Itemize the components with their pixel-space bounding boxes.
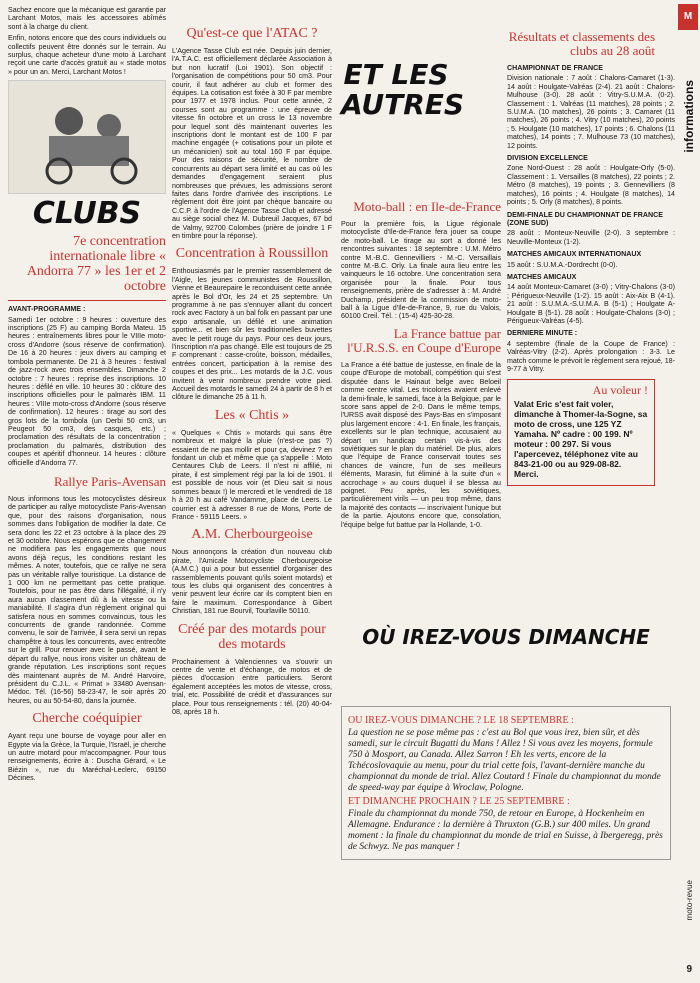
france-text: La France a été battue de justesse, en finale de la coupe d'Europe de motoball, compétition qui s'est disputée dans le Hainaut belge avec Beloeil comme centre vital. Les tricolores avaient enlevé la demi-finale, le samedi, face à la Belgique, par le score sans appel de 2-0. Dans le même temps, l'URSS avait disposé des Pays-Bas en s'imposant plus largement encore : 4-1. En finale, les français, excellents sur le plan technique, accusaient au départ un handicap certain vis-à-vis des soviétiques sur le plan du matériel. De plus, alors que l'équipe de France conservait toutes ses chances de vaincre, l'un de ses meilleurs éléments, Marasin, fut éliminé à la suite d'un « accrochage » au cours duquel il se blessa au poignet. Peu après, les soviétiques, particulièrement virils — un peu trop même, dans la majorité des contacts — inscrivaient l'unique but de la partie. Ajoutons encore que, consolation, l'équipe belge fut battue par la Hollande, 1-0.	[341, 360, 501, 529]
resultats-title: Résultats et classements des clubs au 28 août	[508, 29, 655, 58]
cherbourg-text: Nous annonçons la création d'un nouveau club pirate, l'Amicale Motocycliste Cherbourgeoise (A.M.C.) qui a pour but essentiel d'organiser des rassemblements pouvant qu'ils soient motards) et tous les clubs qui organisent des concentres à venir peuvent leur écrire car ils comptent bien en faire le maximum. Correspondance à Gibert Christian, 181 rue Bourvil, Tourlaville 50110.	[172, 548, 332, 616]
amicaux-text: 14 août Monteux-Camaret (3-0) ; Vitry-Chalons (3-0) ; Périgueux-Neuville (1-2). 15 août : Aix-Aix B (4-1). 21 août : S.U.M.A.-S.U.M.A. B (5-1) ; Houlgate A-Houlgate B (5-1). 28 août : Houlgate-Chalons (3-0) ; Périgueux-Valréas (4-5).	[507, 283, 675, 325]
rallye-title: Rallye Paris-Avensan	[53, 473, 166, 489]
championnat-text: Division nationale : 7 août : Chalons-Camaret (1-3). 14 août : Houlgate-Valréas (2-4). 21 août : Chalons-Mulhouse (3-0). 28 août : Vitry-S.U.M.A. (0-2). Classement : 1. Valréas (11 matches), 28 points ; 2. S.U.M.A. (10 matches), 26 points ; 3. Camaret (11 matches), 26 points ; 4. Vitry (10 matches), 20 points ; 5. Houlgate (10 matches), 17 points ; 6. Chalons (11 matches), 14 points ; 7. Mulhouse 73 (10 matches), 12 points.	[507, 74, 675, 150]
cherche-title: Cherche coéquipier	[32, 711, 142, 727]
division-text: Zone Nord-Ouest : 28 août : Houlgate-Orly (5-0). Classement : 1. Versailles (8 matches), 22 points ; 2. Métro (8 matches), 19 points ; 3. Gennevilliers (8 matches), 16 points ; 4. Houlgate (8 matches), 14 points ; 5. Orly (8 matches), 8 points.	[507, 164, 675, 207]
motoball-text: Pour la première fois, la Ligue régionale motocycliste d'Ile-de-France fera jouer sa coupe de moto-ball. Le tirage au sort a donné les rencontres suivantes : 18 septembre : U.M. Métro contre M.-B.C. Gennevilliers - M.-C. Versaillais contre M.-B.C. Orly. La finale aura lieu entre les vainqueurs le 16 octobre. Une concentration sera organisée pour la finale. Pour tous renseignements, prière de s'adresser à : M. André Duchamp, président de la commission de moto-ball à la Ligue d'Ile-de-France, 9, rue du Valois, 60100 Creil. Tél. : (15-4) 425-30-28.	[341, 220, 501, 321]
cherche-text: Ayant reçu une bourse de voyage pour aller en Egypte via la Grèce, la Turquie, l'Israël, je cherche un autre motard pour m'accompagner. Pour tous renseignements, écrire à : Duscha Gérard, « Le Biézin », rue du Maréchal-Leclerc, 69150 Décines.	[8, 732, 166, 783]
championnat-heading: CHAMPIONNAT DE FRANCE	[507, 64, 604, 72]
cree-title: Créé par des motards pour des motards	[178, 621, 326, 652]
dimanche-text-1: La question ne se pose même pas : c'est au Bol que vous irez, bien sûr, et dès samedi, sur le circuit Bugatti du Mans ! Allez ! Si vous avez les moyens, formule 750 à Mosport, au Canada. Allez Sarron ! Eh les verts, encore de la Tchécoslovaquie au menu, pour du trial cette fois, l'avant-dernière manche du championnat du monde de trial. Allez Coutard ! Finale du championnat du monde de speed-way par équipe à Wroclaw, Pologne.	[348, 728, 661, 793]
riders-drawing-icon	[9, 81, 167, 193]
voleur-box	[507, 379, 655, 485]
column-4	[507, 0, 675, 486]
atac-text: L'Agence Tasse Club est née. Depuis juin dernier, l'A.T.A.C. est officiellement déclarée Association à but non lucratif (Loi 1901). Son objectif : l'organisation de compétitions pour 50 cm3. Pour courir, il faut adhérer au club et former des équipes. La cotisation est fixée à 30 F par membre pour 1977 et 1978 inclus. Pour cette année, 2 courses sont au programme : une épreuve de vitesse fin octobre et un cross le 13 novembre pour lequel sont dès maintenant ouvertes les inscriptions dont le montant est de 100 F par machine engagée (+ cotisations pour un pilote et un mécanicien) soit au total 160 F par équipe. Pour des raisons de sécurité, le nombre de concurrents au départ sera limité et au cas où les demandes d'engagement seraient plus nombreuses que prévues, les admissions seront faites dans l'ordre d'arrivée des inscriptions. Le règlement doit être joint par chèque bancaire ou C.C.P. à l'ordre de l'Agence Tasse Club et adressé au siège social chez M. Dubreuil Jacques, 67 bd de Valmy, 92700 Colombes (prière de joindre 1 F en timbre pour la réponse).	[172, 47, 332, 240]
page-number: 9	[686, 964, 692, 975]
roussillon-title: Concentration à Roussillon	[175, 246, 329, 262]
motoball-title: Moto-ball : en Ile-de-France	[353, 199, 501, 214]
division-heading: DIVISION EXCELLENCE	[507, 154, 588, 163]
derniere-text: 4 septembre (finale de la Coupe de France) : Valréas-Vitry (2-2). Après prolongation : 3-3. Le match comme le prévoit le règlement sera rejoué, 18-9-77 à Vitry.	[507, 339, 675, 373]
cree-text: Prochainement à Valenciennes va s'ouvrir un centre de vente et d'échange, de motos et de pièces d'occasion entre particuliers. Seront également acceptées les motos de vitesse, cross, trial, etc. Possibilité de crédit et d'assurances sur place. Pour tous renseignements : tél. (20) 40-04-08, après 18 h.	[172, 657, 332, 716]
derniere-heading: DERNIERE MINUTE :	[507, 329, 578, 338]
demi-text: 28 août : Monteux-Neuville (2-0). 3 septembre : Neuville-Monteux (1-2).	[507, 229, 675, 246]
demi-heading: DEMI-FINALE DU CHAMPIONNAT DE FRANCE (ZONE SUD)	[507, 210, 663, 227]
programme-heading: AVANT-PROGRAMME :	[8, 305, 86, 314]
atac-title: Qu'est-ce que l'ATAC ?	[186, 26, 318, 41]
magazine-logo: M	[678, 4, 698, 30]
clubs-illustration	[8, 80, 166, 194]
column-1	[8, 0, 166, 786]
autres-banner: ET LES AUTRES	[341, 58, 465, 121]
dimanche-heading-1: OU IREZ-VOUS DIMANCHE ? LE 18 SEPTEMBRE :	[348, 715, 574, 726]
programme-text: Samedi 1er octobre : 9 heures : ouverture des inscriptions (25 F) au camping Borda Mateu. 15 heures : entraînements libres pour le VIIIe moto-cross d'Andorre (sous réserve de confirmation). De 16 à 20 heures : jeux divers au camping et tombola permanente. De 21 à 3 heures : festival de jazz-rock avec trois ensembles. Dimanche 2 octobre : 7 heures : reprise des inscriptions. 10 heures : défilé en ville. 10 heures 30 : clôture des inscriptions officielles pour le palmarès IBM. 11 heures : VIIIe moto-cross d'Andorre (sous réserve de confirmation). 12 heures : tirage au sort des gros lots de la tombola (un Derbi 50 cm3, un Peugeot 50 cm3, des casques, etc.) ; proclamation des résultats de la concentration ; proclamation du palmarès, distribution des coupes et apéritif d'honneur. 14 heures : clôture officielle d'Andorra 77.	[8, 315, 166, 467]
column-2	[172, 0, 332, 719]
internationaux-text: 15 août : S.U.M.A.-Dordrecht (0-0).	[507, 260, 618, 269]
magazine-name: moto-revue	[685, 880, 694, 921]
rallye-text: Nous informons tous les motocyclistes désireux de participer au rallye motocycliste Paris-Avensan que, pour des raisons d'organisation, nous sommes dans l'obligation de modifier la date. Ce sera donc les 22 et 23 octobre à la place des 29 et 30 octobre. Nous espérons que ce changement ne modifiera pas les engagements que nous avons déjà reçus, les conditions restant les mêmes. A noter, toutefois, que ce rallye ne sera pas un véritable rallye touristique. La distance de 1 000 km ne permettant pas cette pratique. Toutefois, pour ne pas être dans l'illégalité, il n'y aura aucun classement dû à la vitesse ou la maniabilité. Il s'agira d'un règlement original qui satisfera nous en sommes convaincus, tous les concurrents de grande randonnée. Comme convenu, le soir de l'arrivée, il sera servi un repas champêtre à tous les concurrents, avec entrecôte sur le grill. Pour renouer avec le passé, avant le départ du rallye, nous irons visiter un château de grande réputation. Les inscriptions sont reçues dès maintenant auprès de M. André Harvoire, président du C.J.L. « Primat » 33480 Avensan-Médoc. Tél. (16-56) 58-23-47, le soir après 20 heures, ou au 50-54-80, dans la journée.	[8, 494, 166, 705]
internationaux-heading: MATCHES AMICAUX INTERNATIONAUX	[507, 250, 642, 259]
larchant-text-2: Enfin, notons encore que des cours individuels ou collectifs peuvent être donnés sur le terrain. Au surplus, chaque acheteur d'une moto à Larchant reçoit une carte d'accès gratuit au « stade motos » pour un an. Merci, Larchant Motos !	[8, 34, 166, 76]
france-title: La France battue par l'U.R.S.S. en Coupe d'Europe	[347, 325, 501, 355]
cherbourg-title: A.M. Cherbourgeoise	[191, 527, 313, 543]
amicaux-heading: MATCHES AMICAUX	[507, 272, 577, 281]
dimanche-banner: OÙ IREZ-VOUS DIMANCHE	[362, 625, 650, 649]
chtis-text: « Quelques « Chtis » motards qui sans être nombreux et malgré la pluie (n'est-ce pas ?) essaient de ne pas mollir et pour ça, devinez ? en fondant un club et même que ça s'appelle : Moto Centaures Club de Leers. Il n'est ni affilié, ni pirate, il est simplement régi par la loi de 1901. Il est possible de nous voir (et Dieu sait si nous sommes beaux !) le mercredi et le vendredi de 18 h à 20 h au café Vandamme, place de Leers. Le courrier est à adresser 8 rue de Mons, Porte de France - 59115 Leers. »	[172, 428, 332, 521]
dimanche-box	[341, 706, 671, 860]
clubs-banner: CLUBS	[32, 196, 142, 232]
section-label: informations	[682, 80, 696, 153]
column-3	[341, 0, 501, 532]
larchant-text: Sachez encore que la mécanique est garantie par Larchant Motos, mais les accessoires abîmés sont à la charge du client.	[8, 6, 166, 31]
dimanche-section	[341, 612, 671, 860]
voleur-text: Valat Eric s'est fait voler, dimanche à Thomer-la-Sogne, sa moto de cross, une 125 YZ Yamaha. Nº cadre : 00 199. Nº moteur : 00 297. Si vous l'apercevez, téléphonez vite au 843-21-00 ou au 929-08-82. Merci.	[514, 398, 648, 479]
chtis-title: Les « Chtis »	[214, 407, 290, 423]
voleur-title: Au voleur !	[592, 383, 648, 398]
roussillon-text: Enthousiasmés par le premier rassemblement de l'Aigle, les jeunes communistes de Roussillon, Vienne et Beaurepaire le reconduisent cette année après le Bol d'Or, les 24 et 25 septembre. Un programme à ne pas s'ennuyer allant du concert rock avec Factory à un bal folk en passant par une expo artisanale, un défilé et une animation sportive... et bien sûr les traditionnelles buvettes avec le petit rouge du pays. Pour ces deux jours, l'inscription n'a pas changé. Elle est toujours de 25 F comprenant : casse-croûte, boisson, médailles, entrées concert, participation à la remise des coupes et des prix... Les motards de la J.C. vous invitent à venir nombreux prendre votre pied. Accueil des motards le samedi 24 à partir de 8 h et clôture le dimanche 25 à 11 h.	[172, 267, 332, 402]
dimanche-text-2: Finale du championnat du monde 750, de retour en Europe, à Hockenheim en Allemagne. Endurance : la dernière à Thruxton (G.B.) sur 400 miles. Un grand moment : la finale du championnat du monde de trial en Suisse, à Ibergeregg, près de Schwyz. Ne pas manquer !	[348, 809, 663, 852]
sidebar	[678, 0, 700, 983]
andorra-title: 7e concentration internationale libre « Andorra 77 » les 1er et 2 octobre	[26, 234, 166, 295]
dimanche-heading-2: ET DIMANCHE PROCHAIN ? LE 25 SEPTEMBRE :	[348, 796, 570, 807]
